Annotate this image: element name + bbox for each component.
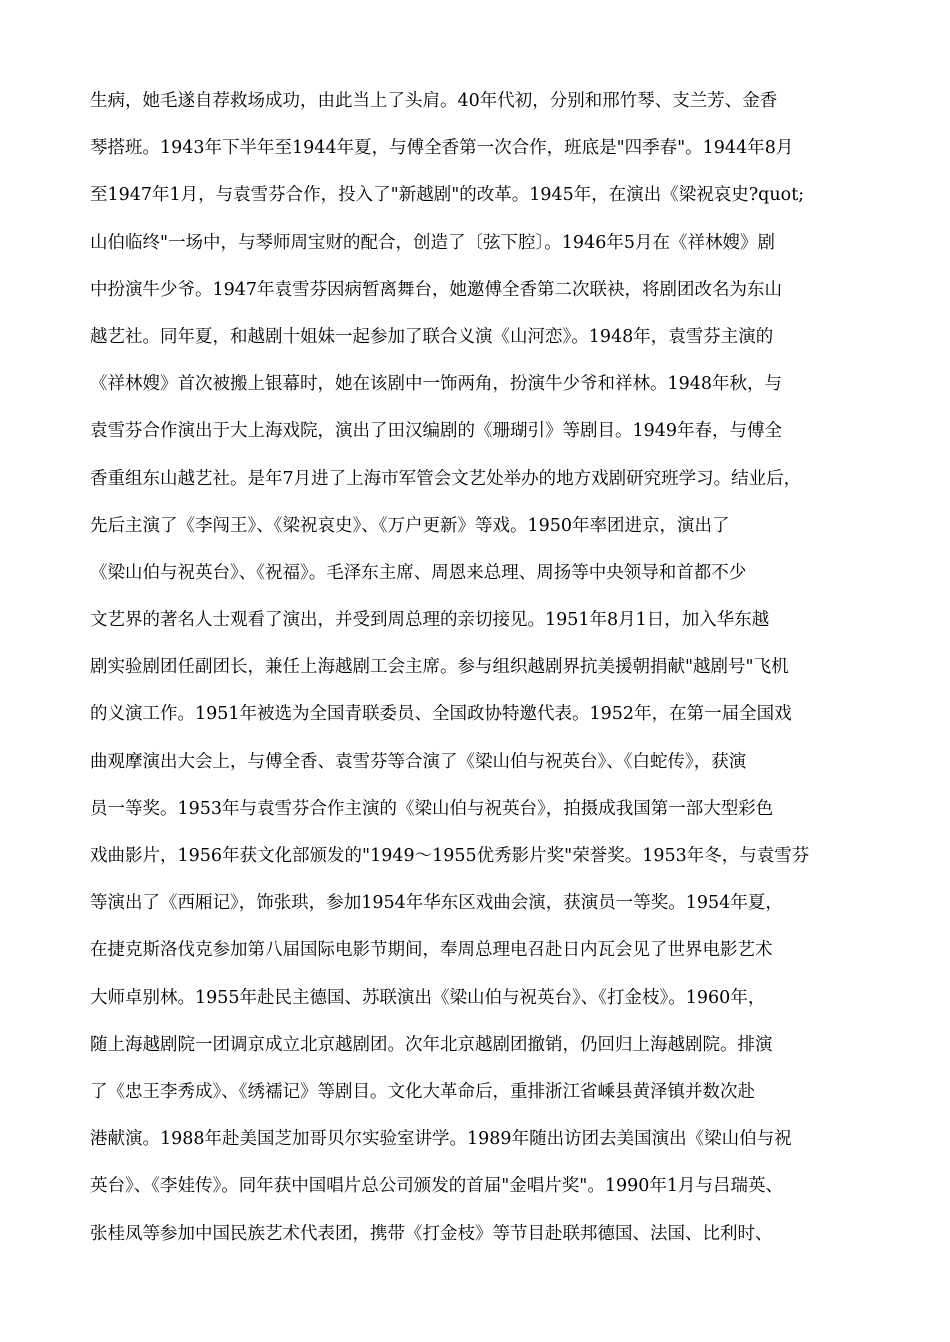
text-line: 张桂凤等参加中国民族艺术代表团，携带《打金枝》等节目赴联邦德国、法国、比利时、 (90, 1223, 773, 1244)
text-line: 随上海越剧院一团调京成立北京越剧团。次年北京越剧团撤销，仍回归上海越剧院。排演 (90, 1034, 773, 1055)
body-text (90, 78, 890, 1258)
text-line: 《祥林嫂》首次被搬上银幕时，她在该剧中一饰两角，扮演牛少爷和祥林。1948年秋，与 (90, 374, 783, 395)
text-line: 中扮演牛少爷。1947年袁雪芬因病暂离舞台，她邀傅全香第二次联袂，将剧团改名为东山 (90, 279, 783, 300)
text-line: 先后主演了《李闯王》、《梁祝哀史》、《万户更新》等戏。1950年率团进京，演出了 (90, 515, 730, 536)
text-line: 越艺社。同年夏，和越剧十姐妹一起参加了联合义演《山河恋》。1948年，袁雪芬主演的 (90, 326, 774, 347)
text-line: 员一等奖。1953年与袁雪芬合作主演的《梁山伯与祝英台》，拍摄成我国第一部大型彩色 (90, 798, 774, 819)
text-line: 港献演。1988年赴美国芝加哥贝尔实验室讲学。1989年随出访团去美国演出《梁山伯与祝 (90, 1129, 792, 1150)
text-line: 香重组东山越艺社。是年7月进了上海市军管会文艺处举办的地方戏剧研究班学习。结业后， (90, 468, 802, 489)
text-line: 剧实验剧团任副团长，兼任上海越剧工会主席。参与组织越剧界抗美援朝捐献"越剧号"飞机 (90, 657, 789, 678)
text-line: 等演出了《西厢记》，饰张珙，参加1954年华东区戏曲会演，获演员一等奖。1954年夏， (90, 893, 783, 914)
text-line: 琴搭班。1943年下半年至1944年夏，与傅全香第一次合作，班底是"四季春"。1944年8月 (90, 138, 794, 159)
text-line: 的义演工作。1951年被选为全国青联委员、全国政协特邀代表。1952年，在第一届全国戏 (90, 704, 792, 725)
text-line: 曲观摩演出大会上，与傅全香、袁雪芬等合演了《梁山伯与祝英台》、《白蛇传》，获演 (90, 751, 747, 772)
text-line: 戏曲影片，1956年获文化部颁发的"1949～1955优秀影片奖"荣誉奖。1953年冬，与袁雪芬 (90, 846, 810, 866)
text-line: 在捷克斯洛伐克参加第八届国际电影节期间，奉周总理电召赴日内瓦会见了世界电影艺术 (90, 940, 773, 961)
text-line: 英台》、《李娃传》。同年获中国唱片总公司颁发的首届"金唱片奖"。1990年1月与吕瑞英、 (90, 1176, 784, 1197)
text-line: 袁雪芬合作演出于大上海戏院，演出了田汉编剧的《珊瑚引》等剧目。1949年春，与傅全 (90, 421, 783, 442)
text-line: 山伯临终"一场中，与琴师周宝财的配合，创造了〔弦下腔〕。1946年5月在《祥林嫂》剧 (90, 232, 775, 253)
text-line: 生病，她毛遂自荐救场成功，由此当上了头肩。40年代初，分别和邢竹琴、支兰芳、金香 (90, 91, 778, 111)
text-line: 文艺界的著名人士观看了演出，并受到周总理的亲切接见。1951年8月1日，加入华东越 (90, 610, 770, 631)
text-line: 至1947年1月，与袁雪芬合作，投入了"新越剧"的改革。1945年，在演出《梁祝哀史?quot; (90, 185, 805, 206)
text-line: 《梁山伯与祝英台》、《祝福》。毛泽东主席、周恩来总理、周扬等中央领导和首都不少 (90, 562, 747, 583)
text-line: 大师卓别林。1955年赴民主德国、苏联演出《梁山伯与祝英台》、《打金枝》。1960年， (90, 987, 766, 1008)
text-line: 了《忠王李秀成》、《绣襦记》等剧目。文化大革命后，重排浙江省嵊县黄泽镇并数次赴 (90, 1081, 755, 1102)
